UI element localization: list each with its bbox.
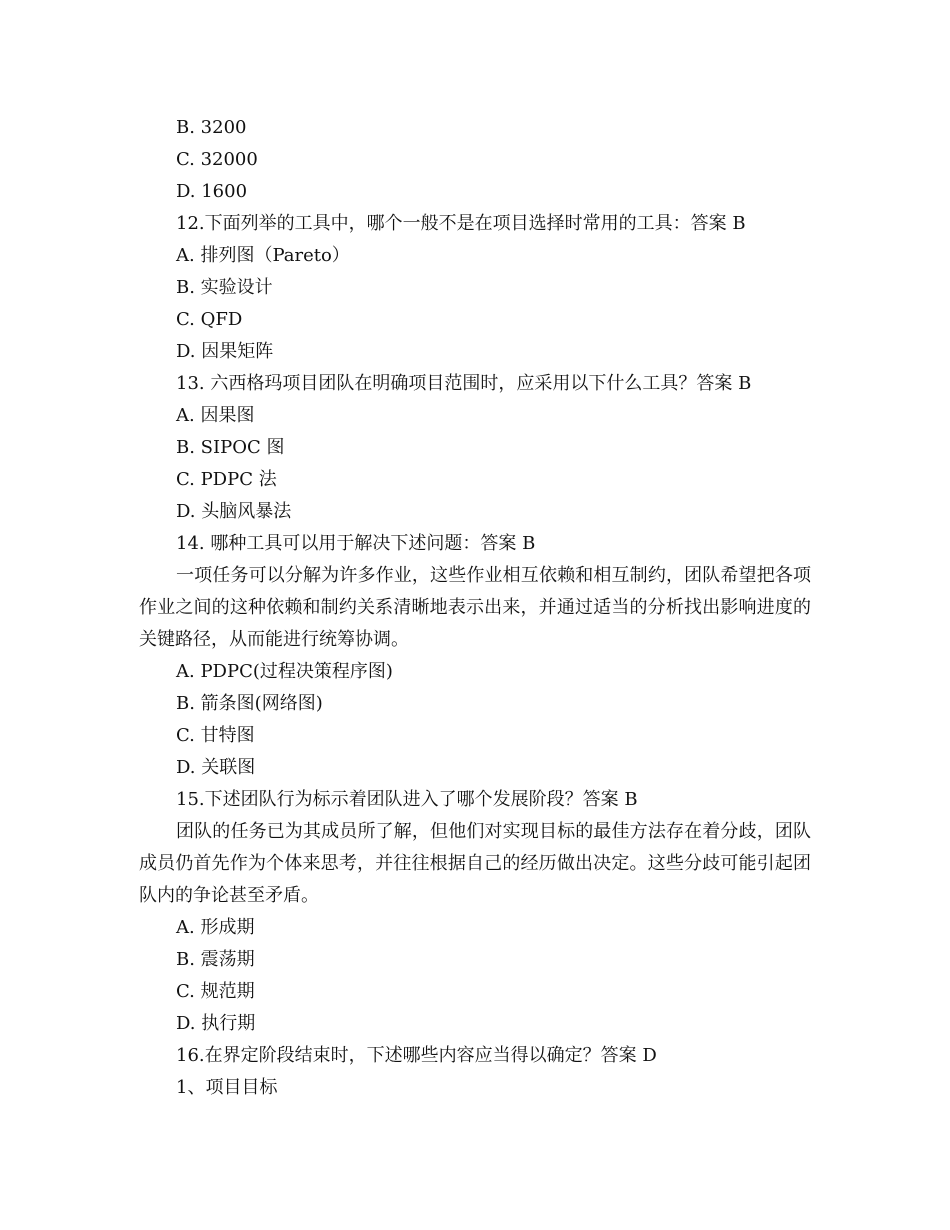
q14-option-c: C. 甘特图 <box>176 725 255 746</box>
q16-item-1: 1、项目目标 <box>176 1077 278 1098</box>
q13-option-a: A. 因果图 <box>176 405 255 426</box>
q13-option-b: B. SIPOC 图 <box>176 437 285 458</box>
q13-option-c: C. PDPC 法 <box>176 469 277 490</box>
q15-option-d: D. 执行期 <box>176 1013 256 1034</box>
q15-option-c: C. 规范期 <box>176 981 255 1002</box>
q15-option-b: B. 震荡期 <box>176 949 255 970</box>
q12-option-c: C. QFD <box>176 309 243 330</box>
page-content <box>139 112 811 1104</box>
q12-option-a: A. 排列图（Pareto） <box>176 245 350 266</box>
question-12: 12.下面列举的工具中，哪个一般不是在项目选择时常用的工具：答案 B <box>176 213 746 234</box>
option-d-1600: D. 1600 <box>176 181 248 202</box>
q14-option-d: D. 关联图 <box>176 757 256 778</box>
question-15: 15.下述团队行为标示着团队进入了哪个发展阶段？答案 B <box>176 789 638 810</box>
q12-option-d: D. 因果矩阵 <box>176 341 274 362</box>
q12-option-b: B. 实验设计 <box>176 277 273 298</box>
q14-option-b: B. 箭条图(网络图) <box>176 693 323 714</box>
q13-option-d: D. 头脑风暴法 <box>176 501 292 522</box>
q15-option-a: A. 形成期 <box>176 917 255 938</box>
option-c-32000: C. 32000 <box>176 149 258 170</box>
question-14-description: 一项任务可以分解为许多作业，这些作业相互依赖和相互制约，团队希望把各项作业之间的这种依赖和制约关系清晰地表示出来，并通过适当的分析找出影响进度的关键路径，从而能进行统筹协调。 <box>139 565 811 650</box>
q14-option-a: A. PDPC(过程决策程序图) <box>176 661 393 682</box>
question-13: 13. 六西格玛项目团队在明确项目范围时，应采用以下什么工具？答案 B <box>176 373 752 394</box>
option-b-3200: B. 3200 <box>176 117 247 138</box>
question-14: 14. 哪种工具可以用于解决下述问题：答案 B <box>176 533 536 554</box>
question-15-description: 团队的任务已为其成员所了解，但他们对实现目标的最佳方法存在着分歧，团队成员仍首先作为个体来思考，并往往根据自己的经历做出决定。这些分歧可能引起团队内的争论甚至矛盾。 <box>139 821 811 906</box>
question-16: 16.在界定阶段结束时，下述哪些内容应当得以确定？答案 D <box>176 1045 657 1066</box>
